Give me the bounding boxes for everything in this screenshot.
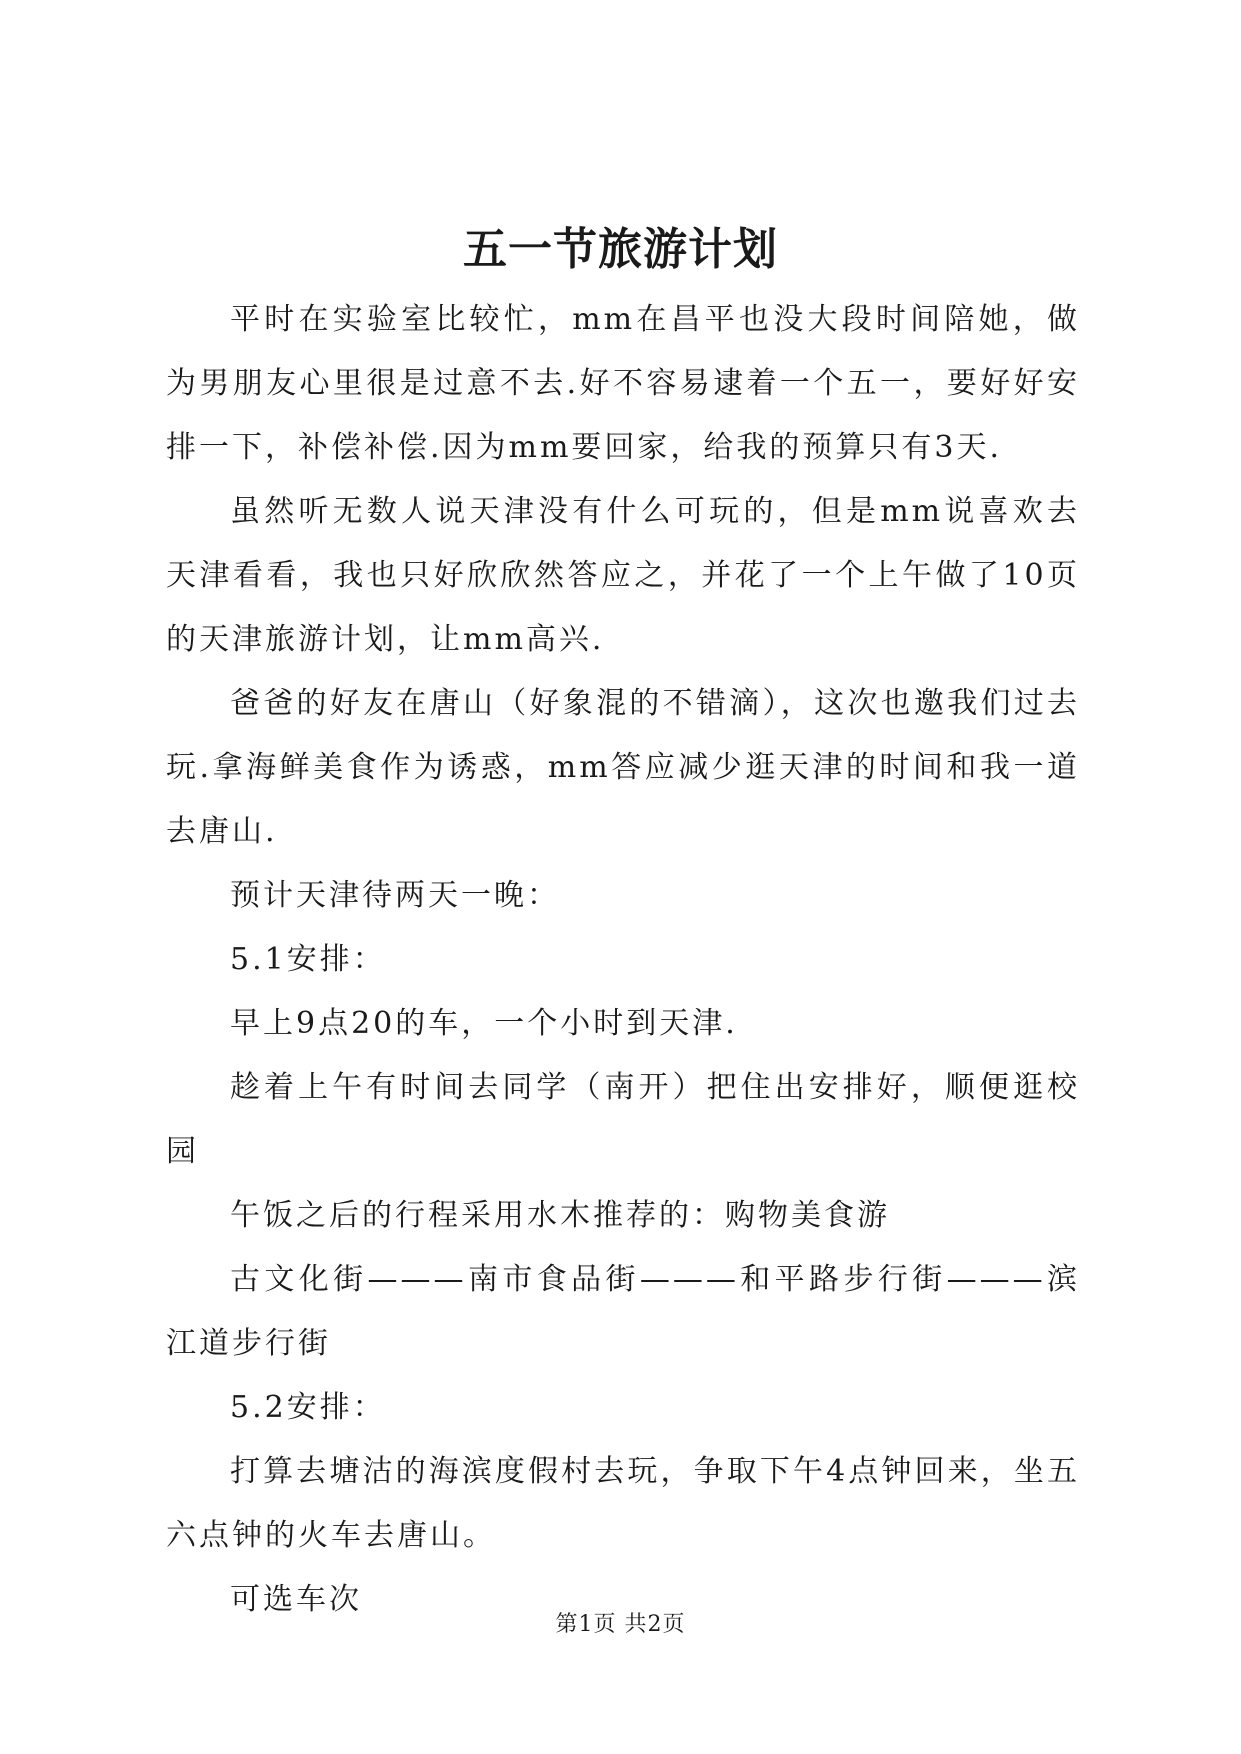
paragraph: 打算去塘沽的海滨度假村去玩，争取下午4点钟回来，坐五六点钟的火车去唐山。 — [166, 1454, 1080, 1553]
document-body — [166, 288, 1080, 1632]
paragraph: 古文化街———南市食品街———和平路步行街———滨江道步行街 — [166, 1262, 1080, 1361]
paragraph: 虽然听无数人说天津没有什么可玩的，但是mm说喜欢去天津看看，我也只好欣欣然答应之，并花了一个上午做了10页的天津旅游计划，让mm高兴. — [166, 494, 1080, 657]
page-footer: 第1页 共2页 — [555, 1612, 686, 1637]
paragraph: 5.2安排： — [230, 1390, 386, 1425]
paragraph: 5.1安排： — [230, 942, 386, 977]
paragraph: 趁着上午有时间去同学（南开）把住出安排好，顺便逛校园 — [166, 1070, 1080, 1169]
paragraph: 爸爸的好友在唐山（好象混的不错滴），这次也邀我们过去玩.拿海鲜美食作为诱惑，mm答应减少逛天津的时间和我一道去唐山. — [166, 686, 1080, 849]
paragraph: 午饭之后的行程采用水木推荐的：购物美食游 — [230, 1198, 890, 1233]
paragraph: 平时在实验室比较忙，mm在昌平也没大段时间陪她，做为男朋友心里很是过意不去.好不容易逮着一个五一，要好好安排一下，补偿补偿.因为mm要回家，给我的预算只有3天. — [166, 302, 1080, 465]
paragraph: 可选车次 — [230, 1582, 362, 1617]
paragraph: 早上9点20的车，一个小时到天津. — [230, 1006, 738, 1041]
paragraph: 预计天津待两天一晚： — [230, 878, 560, 913]
document-title: 五一节旅游计划 — [463, 224, 778, 275]
